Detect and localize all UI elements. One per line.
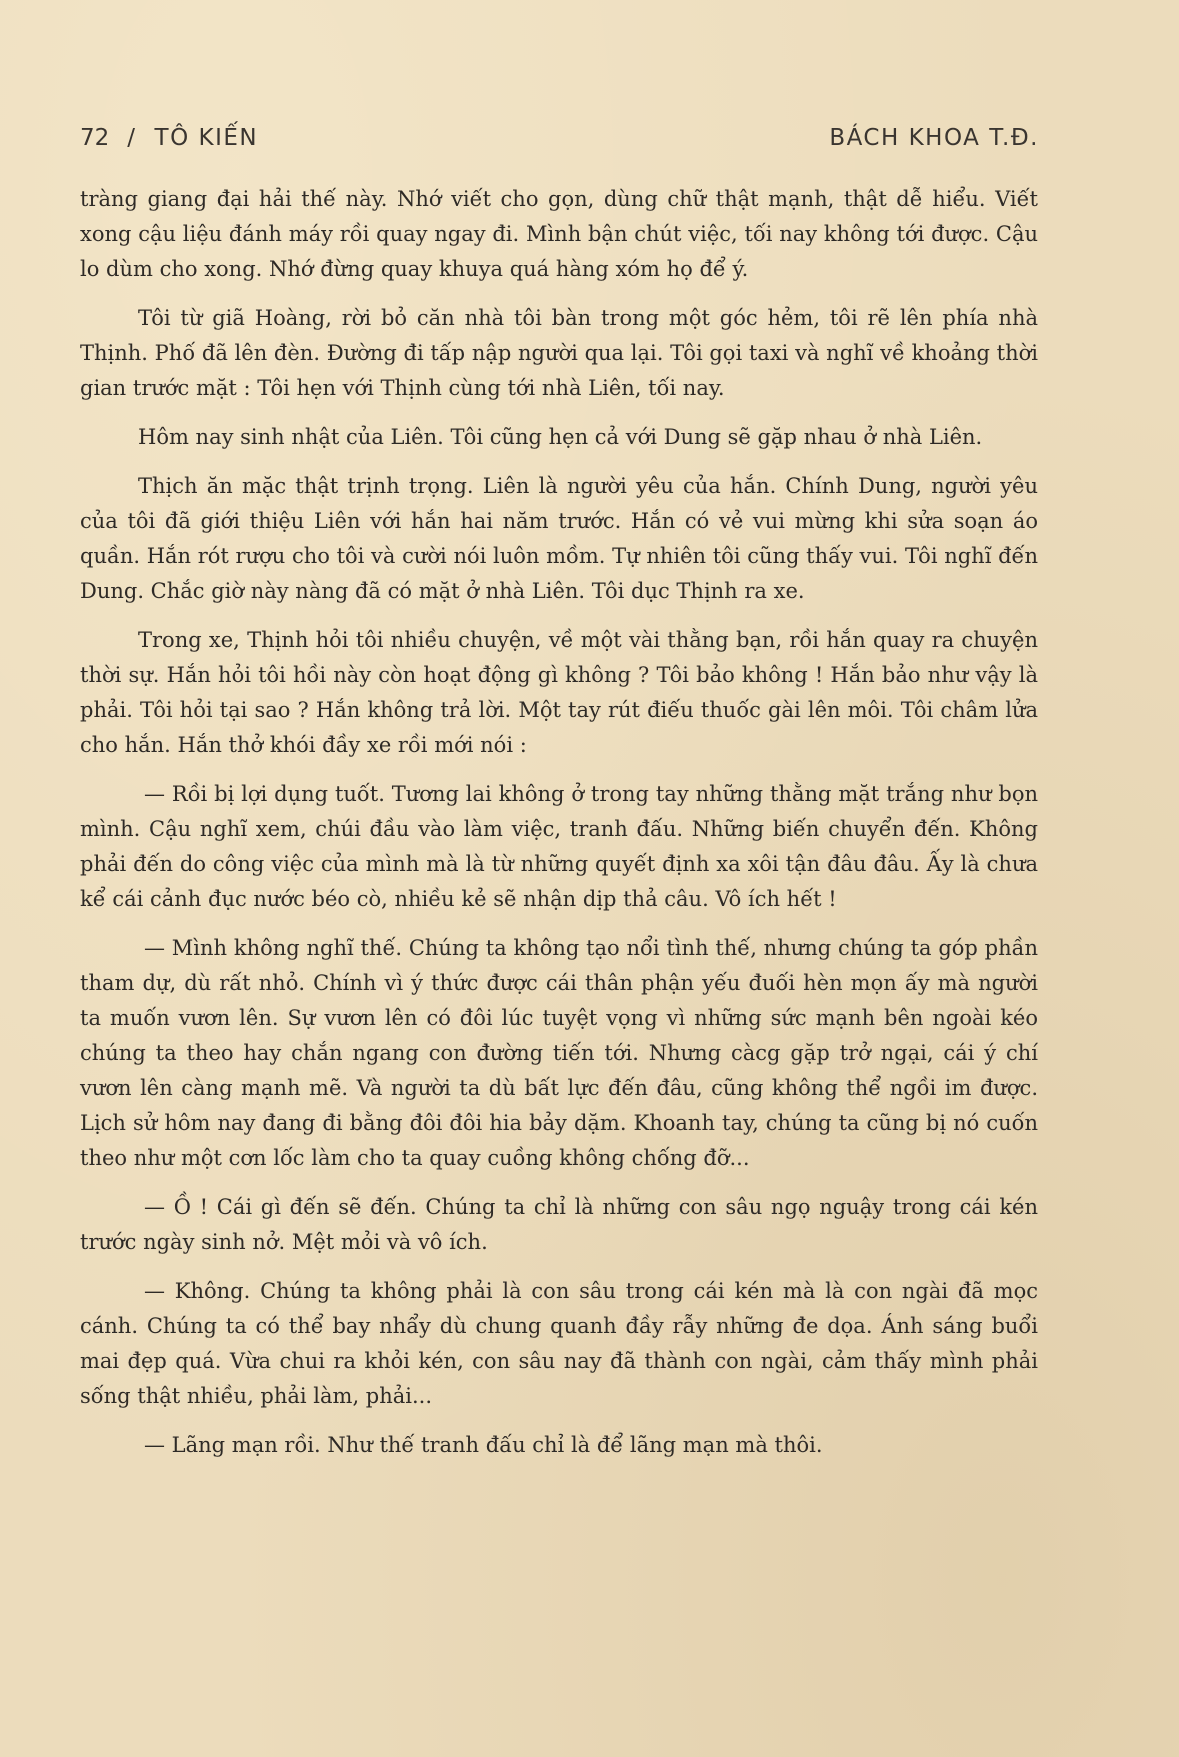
paragraph-continued: tràng giang đại hải thế này. Nhớ viết cho gọn, dùng chữ thật mạnh, thật dễ hiểu. Viết xong cậu liệu đánh máy rồi quay ngay đi. Mình bận chút việc, tối nay không tới được. Cậu lo dùm cho xong. Nhớ đừng quay khuya quá hàng xóm họ để ý. bbox=[80, 187, 1038, 281]
paragraph: Thịch ăn mặc thật trịnh trọng. Liên là người yêu của hắn. Chính Dung, người yêu của tôi đã giới thiệu Liên với hắn hai năm trước. Hắn có vẻ vui mừng khi sửa soạn áo quần. Hắn rót rượu cho tôi và cười nói luôn mồm. Tự nhiên tôi cũng thấy vui. Tôi nghĩ đến Dung. Chắc giờ này nàng đã có mặt ở nhà Liên. Tôi dục Thịnh ra xe. bbox=[80, 474, 1038, 603]
page-number: 72 bbox=[80, 125, 110, 151]
dialogue-paragraph: — Ồ ! Cái gì đến sẽ đến. Chúng ta chỉ là những con sâu ngọ nguậy trong cái kén trước ngày sinh nở. Mệt mỏi và vô ích. bbox=[80, 1195, 1038, 1254]
publication-name: BÁCH KHOA T.Đ. bbox=[829, 125, 1039, 151]
dialogue-paragraph: — Rồi bị lợi dụng tuốt. Tương lai không ở trong tay những thằng mặt trắng như bọn mình. Cậu nghĩ xem, chúi đầu vào làm việc, tranh đấu. Những biến chuyển đến. Không phải đến do công việc của mình mà là từ những quyết định xa xôi tận đâu đâu. Ấy là chưa kể cái cảnh đục nước béo cò, nhiều kẻ sẽ nhận dịp thả câu. Vô ích hết ! bbox=[80, 782, 1038, 911]
header-separator: / bbox=[127, 125, 137, 151]
header-left bbox=[80, 125, 258, 151]
paragraph: Tôi từ giã Hoàng, rời bỏ căn nhà tôi bàn trong một góc hẻm, tôi rẽ lên phía nhà Thịnh. Phố đã lên đèn. Đường đi tấp nập người qua lại. Tôi gọi taxi và nghĩ về khoảng thời gian trước mặt : Tôi hẹn với Thịnh cùng tới nhà Liên, tối nay. bbox=[80, 306, 1038, 400]
dialogue-paragraph: — Mình không nghĩ thế. Chúng ta không tạo nổi tình thế, nhưng chúng ta góp phần tham dự, dù rất nhỏ. Chính vì ý thức được cái thân phận yếu đuối hèn mọn ấy mà người ta muốn vươn lên. Sự vươn lên có đôi lúc tuyệt vọng vì những sức mạnh bên ngoài kéo chúng ta theo hay chắn ngang con đường tiến tới. Nhưng càcg gặp trở ngại, cái ý chí vươn lên càng mạnh mẽ. Và người ta dù bất lực đến đâu, cũng không thể ngồi im được. Lịch sử hôm nay đang đi bằng đôi đôi hia bảy dặm. Khoanh tay, chúng ta cũng bị nó cuốn theo như một cơn lốc làm cho ta quay cuồng không chống đỡ... bbox=[80, 936, 1038, 1170]
paragraph: Trong xe, Thịnh hỏi tôi nhiều chuyện, về một vài thằng bạn, rồi hắn quay ra chuyện thời sự. Hắn hỏi tôi hồi này còn hoạt động gì không ? Tôi bảo không ! Hắn bảo như vậy là phải. Tôi hỏi tại sao ? Hắn không trả lời. Một tay rút điếu thuốc gài lên môi. Tôi châm lửa cho hắn. Hắn thở khói đầy xe rồi mới nói : bbox=[80, 628, 1038, 757]
author-name: TÔ KIẾN bbox=[154, 125, 259, 151]
body-text bbox=[80, 182, 1038, 1477]
dialogue-paragraph: — Không. Chúng ta không phải là con sâu trong cái kén mà là con ngài đã mọc cánh. Chúng ta có thể bay nhẩy dù chung quanh đầy rẫy những đe dọa. Ánh sáng buổi mai đẹp quá. Vừa chui ra khỏi kén, con sâu nay đã thành con ngài, cảm thấy mình phải sống thật nhiều, phải làm, phải... bbox=[80, 1279, 1038, 1408]
dialogue-paragraph: — Lãng mạn rồi. Như thế tranh đấu chỉ là để lãng mạn mà thôi. bbox=[144, 1433, 823, 1457]
running-header bbox=[80, 118, 1039, 158]
paragraph: Hôm nay sinh nhật của Liên. Tôi cũng hẹn cả với Dung sẽ gặp nhau ở nhà Liên. bbox=[138, 425, 983, 449]
